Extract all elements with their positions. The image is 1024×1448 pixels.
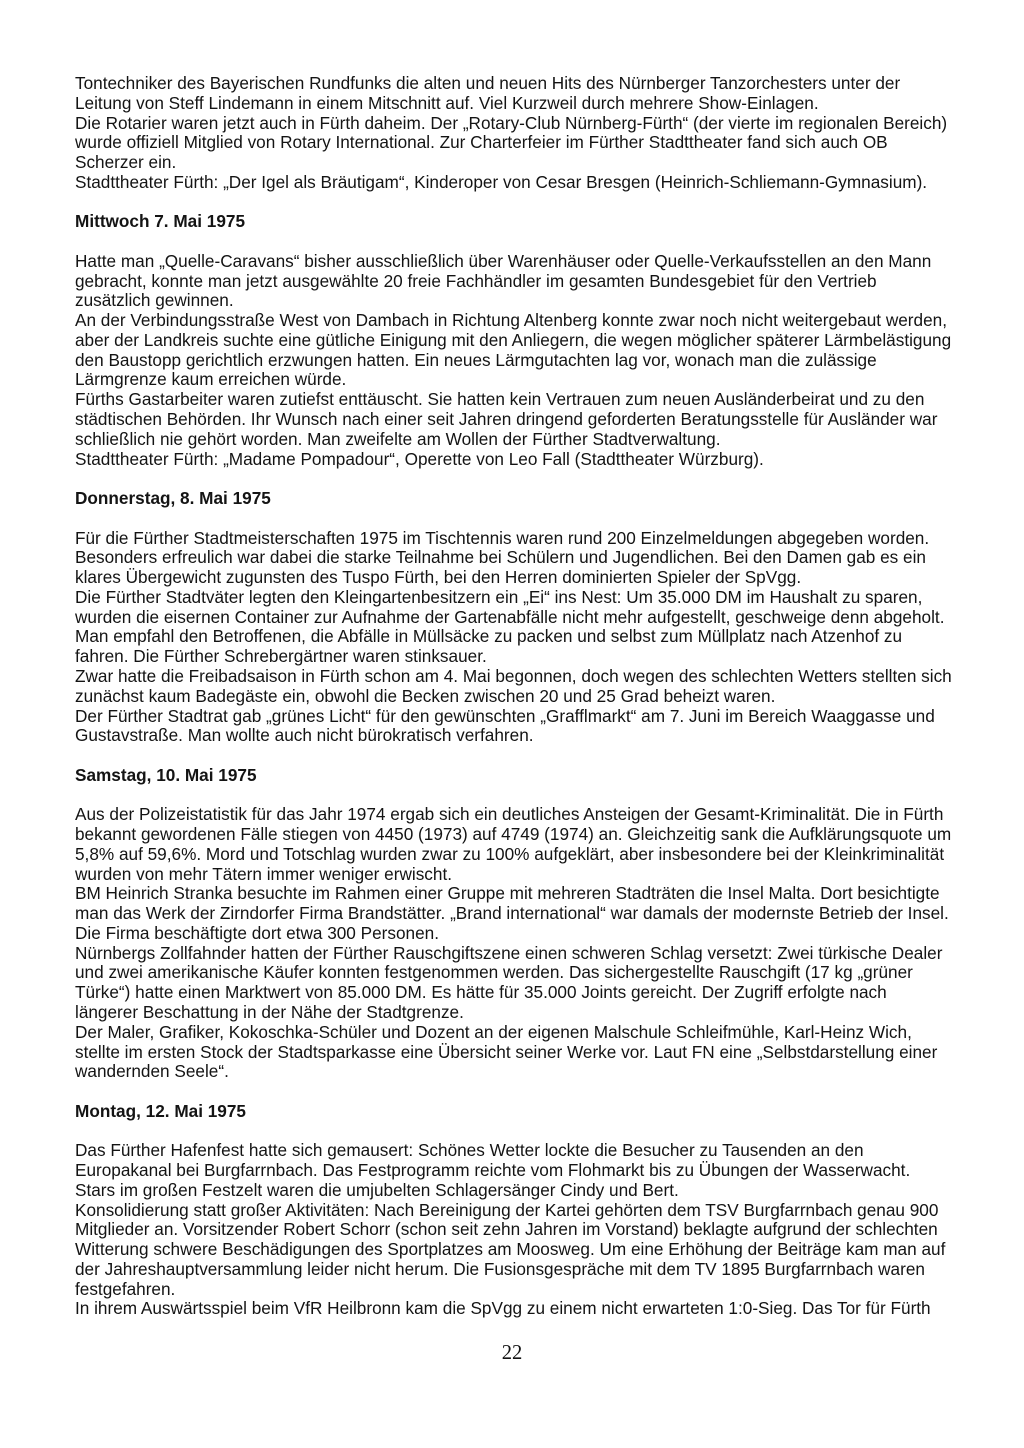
- text-line: An der Verbindungsstraße West von Dambach in Richtung Altenberg konnte zwar noch nicht weitergebaut werden,: [75, 310, 947, 331]
- text-line: Europakanal bei Burgfarrnbach. Das Festprogramm reichte vom Flohmarkt bis zu Übungen der Wasserwacht.: [75, 1160, 911, 1181]
- text-line: wurden von mehr Tätern immer weniger erwischt.: [75, 863, 452, 884]
- text-line: Man empfahl den Betroffenen, die Abfälle in Müllsäcke zu packen und selbst zum Müllplatz nach Atzenhof zu: [75, 626, 903, 647]
- paragraph: [75, 884, 995, 943]
- text-line: aber der Landkreis suchte eine gütliche Einigung mit den Anliegern, die wegen möglicher späterer Lärmbelästigung: [75, 329, 952, 350]
- text-line: Witterung schwere Beschädigungen des Sportplatzes am Moosweg. Um eine Erhöhung der Beiträge kam man auf: [75, 1239, 946, 1260]
- document-body: [75, 74, 995, 1319]
- paragraph: [75, 450, 995, 470]
- text-line: Hatte man „Quelle-Caravans“ bisher ausschließlich über Warenhäuser oder Quelle-Verkaufsstellen an den Mann: [75, 250, 932, 271]
- text-line: Scherzer ein.: [75, 152, 177, 173]
- text-line: zunächst kaum Badegäste ein, obwohl die Becken zwischen 20 und 25 Grad beheizt waren.: [75, 685, 776, 706]
- paragraph: [75, 667, 995, 707]
- paragraph: [75, 1141, 995, 1200]
- text-line: Der Fürther Stadtrat gab „grünes Licht“ für den gewünschten „Grafflmarkt“ am 7. Juni im Bereich Waaggasse und: [75, 705, 935, 726]
- text-line: und zwei amerikanische Käufer konnten festgenommen werden. Das sichergestellte Rauschgift (17 kg „grüner: [75, 962, 913, 983]
- text-line: Stadttheater Fürth: „Madame Pompadour“, Operette von Leo Fall (Stadttheater Würzburg).: [75, 448, 764, 469]
- text-line: längerer Beschattung in der Nähe der Stadtgrenze.: [75, 1001, 464, 1022]
- text-line: Die Fürther Stadtväter legten den Kleingartenbesitzern ein „Ei“ ins Nest: Um 35.000 DM im Haushalt zu sparen,: [75, 586, 923, 607]
- text-line: Türke“) hatte einen Marktwert von 85.000 DM. Es hätte für 35.000 Joints gereicht. Der Zugriff erfolgte nach: [75, 982, 887, 1003]
- paragraph: [75, 944, 995, 1023]
- paragraph: [75, 1299, 995, 1319]
- section-heading: Montag, 12. Mai 1975: [75, 1100, 246, 1121]
- text-line: Fürths Gastarbeiter waren zutiefst enttäuscht. Sie hatten kein Vertrauen zum neuen Ausländerbeirat und zu den: [75, 389, 925, 410]
- text-line: wurde offiziell Mitglied von Rotary International. Zur Charterfeier im Fürther Stadttheater fand sich auch OB: [75, 132, 888, 153]
- text-line: Zwar hatte die Freibadsaison in Fürth schon am 4. Mai begonnen, doch wegen des schlechten Wetters stellten sich: [75, 665, 952, 686]
- paragraph: [75, 1201, 995, 1300]
- intro-paragraphs: [75, 74, 995, 193]
- text-line: stellte im ersten Stock der Stadtsparkasse eine Übersicht seiner Werke vor. Laut FN eine „Selbstdarstellung einer: [75, 1041, 938, 1062]
- paragraph: [75, 173, 995, 193]
- text-line: wurden die eisernen Container zur Aufnahme der Gartenabfälle nicht mehr aufgestellt, geschweige denn abgeholt.: [75, 606, 945, 627]
- paragraph: [75, 588, 995, 667]
- page-number: 22: [501, 1342, 523, 1364]
- text-line: Stadttheater Fürth: „Der Igel als Bräutigam“, Kinderoper von Cesar Bresgen (Heinrich-Schliemann-Gymnasium).: [75, 171, 928, 192]
- paragraph: [75, 707, 995, 747]
- text-line: Die Firma beschäftigte dort etwa 300 Personen.: [75, 922, 439, 943]
- day-section: [75, 489, 995, 746]
- text-line: Tontechniker des Bayerischen Rundfunks die alten und neuen Hits des Nürnberger Tanzorchesters unter der: [75, 73, 901, 93]
- text-line: gebracht, konnte man jetzt ausgewählte 20 freie Fachhändler im gesamten Bundesgebiet für den Vertrieb: [75, 270, 877, 291]
- paragraph: [75, 390, 995, 449]
- text-line: fahren. Die Fürther Schrebergärtner waren stinksauer.: [75, 646, 487, 667]
- text-line: Der Maler, Grafiker, Kokoschka-Schüler und Dozent an der eigenen Malschule Schleifmühle, Karl-Heinz Wich,: [75, 1021, 912, 1042]
- text-line: Besonders erfreulich war dabei die starke Teilnahme bei Schülern und Jugendlichen. Bei den Damen gab es ein: [75, 547, 926, 568]
- day-section: [75, 766, 995, 1082]
- text-line: den Baustopp gerichtlich erzwungen hatten. Ein neues Lärmgutachten lag vor, wonach man die zulässige: [75, 349, 877, 370]
- paragraph: [75, 529, 995, 588]
- paragraph: [75, 74, 995, 114]
- text-line: Lärmgrenze kaum erreichen würde.: [75, 369, 347, 390]
- paragraph: [75, 114, 995, 173]
- text-line: man das Werk der Zirndorfer Firma Brandstätter. „Brand international“ war damals der modernste Betrieb der Insel.: [75, 903, 949, 924]
- section-heading: Donnerstag, 8. Mai 1975: [75, 488, 271, 509]
- text-line: Leitung von Steff Lindemann in einem Mitschnitt auf. Viel Kurzweil durch mehrere Show-Einlagen.: [75, 92, 819, 113]
- section-heading: Samstag, 10. Mai 1975: [75, 764, 257, 785]
- text-line: klares Übergewicht zugunsten des Tuspo Fürth, bei den Herren dominierten Spieler der SpVgg.: [75, 567, 802, 588]
- text-line: der Jahreshauptversammlung leider nicht herum. Die Fusionsgespräche mit dem TV 1895 Burgfarrnbach waren: [75, 1258, 925, 1279]
- day-section: [75, 1102, 995, 1319]
- text-line: Für die Fürther Stadtmeisterschaften 1975 im Tischtennis waren rund 200 Einzelmeldungen abgegeben worden.: [75, 527, 930, 548]
- text-line: Stars im großen Festzelt waren die umjubelten Schlagersänger Cindy und Bert.: [75, 1179, 679, 1200]
- text-line: Das Fürther Hafenfest hatte sich gemausert: Schönes Wetter lockte die Besucher zu Tausenden an den: [75, 1140, 864, 1161]
- text-line: BM Heinrich Stranka besuchte im Rahmen einer Gruppe mit mehreren Stadträten die Insel Malta. Dort besichtigte: [75, 883, 940, 904]
- text-line: Konsolidierung statt großer Aktivitäten: Nach Bereinigung der Kartei gehörten dem TSV Burgfarrnbach genau 900: [75, 1199, 939, 1220]
- day-sections: [75, 212, 995, 1319]
- paragraph: [75, 311, 995, 390]
- paragraph: [75, 252, 995, 311]
- text-line: schließlich nie gehört worden. Man zweifelte am Wollen der Fürther Stadtverwaltung.: [75, 428, 721, 449]
- text-line: Mitglieder an. Vorsitzender Robert Schorr (schon seit zehn Jahren im Vorstand) beklagte aufgrund der schlechten: [75, 1219, 938, 1240]
- text-line: zusätzlich gewinnen.: [75, 290, 234, 311]
- text-line: Nürnbergs Zollfahnder hatten der Fürther Rauschgiftszene einen schweren Schlag versetzt: Zwei türkische Dealer: [75, 942, 943, 963]
- text-line: 5,8% auf 59,6%. Mord und Totschlag wurden zwar zu 100% aufgeklärt, aber insbesondere bei der Kleinkriminalität: [75, 843, 945, 864]
- text-line: bekannt gewordenen Fälle stiegen von 4450 (1973) auf 4749 (1974) an. Gleichzeitig sank die Aufklärungsquote um: [75, 824, 952, 845]
- paragraph: [75, 805, 995, 884]
- text-line: Aus der Polizeistatistik für das Jahr 1974 ergab sich ein deutliches Ansteigen der Gesamt-Kriminalität. Die in Fürth: [75, 804, 944, 825]
- text-line: wandernden Seele“.: [75, 1061, 229, 1082]
- text-line: städtischen Behörden. Ihr Wunsch nach einer seit Jahren dringend geforderten Beratungsstelle für Ausländer war: [75, 409, 938, 430]
- text-line: festgefahren.: [75, 1278, 176, 1299]
- paragraph: [75, 1023, 995, 1082]
- text-line: Gustavstraße. Man wollte auch nicht bürokratisch verfahren.: [75, 725, 534, 746]
- day-section: [75, 212, 995, 469]
- section-heading: Mittwoch 7. Mai 1975: [75, 211, 246, 232]
- text-line: In ihrem Auswärtsspiel beim VfR Heilbronn kam die SpVgg zu einem nicht erwarteten 1:0-Sieg. Das Tor für Fürth: [75, 1298, 931, 1319]
- text-line: Die Rotarier waren jetzt auch in Fürth daheim. Der „Rotary-Club Nürnberg-Fürth“ (der vierte im regionalen Bereich): [75, 112, 948, 133]
